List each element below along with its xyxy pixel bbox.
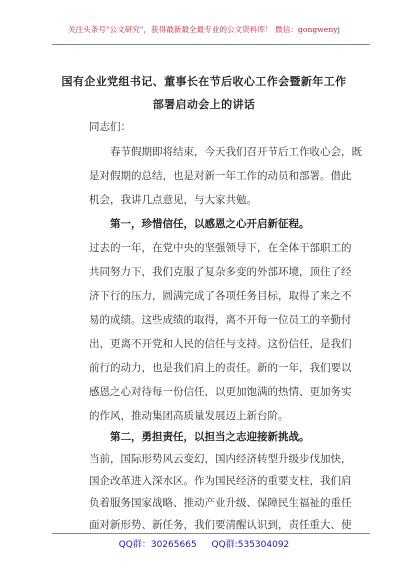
paragraph-line: 春节假期即将结束，今天我们召开节后工作收心会，既 (110, 146, 362, 158)
paragraph-line: 当前，国际形势风云变幻，国内经济转型升级步伐加快， (89, 453, 352, 465)
paragraph-line: 感恩之心对待每一份信任，以更加饱满的热情、更加务实 (89, 386, 352, 398)
bottom-divider (52, 533, 370, 534)
section-heading-2: 第二，勇担责任，以担当之志迎接新挑战。 (110, 431, 310, 443)
document-title-line-1: 国有企业党组书记、董事长在节后收心工作会暨新年工作 (61, 75, 347, 88)
footer-qq-group-1: QQ群：30265665 (118, 540, 197, 550)
paragraph-line: 易的成绩。这些成绩的取得，离不开每一位员工的辛勤付 (89, 314, 352, 326)
paragraph-line: 济下行的压力，圆满完成了各项任务目标，取得了来之不 (89, 290, 352, 302)
top-divider (52, 44, 370, 45)
footer-qq-group-2: QQ群:535304092 (211, 540, 290, 550)
top-banner: 关注头条号"公文研究"，获得最新最全最专业的公文资料库！ 微信：gongwenyj (67, 25, 341, 34)
section-heading-1: 第一，珍惜信任，以感恩之心开启新征程。 (110, 218, 310, 230)
paragraph-line: 前行的动力，也是我们肩上的责任。新的一年，我们要以 (89, 362, 352, 374)
salutation: 同志们： (89, 121, 131, 133)
paragraph-line: 国企改革进入深水区。作为国民经济的重要支柱，我们肩 (89, 475, 352, 487)
paragraph-line: 过去的一年，在党中央的坚强领导下，在全体干部职工的 (89, 242, 352, 254)
paragraph-line: 的作风，推动集团高质量发展迈上新台阶。 (89, 410, 289, 422)
paragraph-line: 负着服务国家战略、推动产业升级、保障民生福祉的重任 (89, 497, 352, 509)
footer-contacts (0, 537, 408, 550)
document-title-line-2: 部署启动会上的讲话 (152, 98, 256, 111)
paragraph-line: 机会，我讲几点意见，与大家共勉。 (89, 194, 257, 206)
paragraph-line: 出，更离不开党和人民的信任与支持。这份信任，是我们 (89, 338, 352, 350)
paragraph-line: 面对新形势、新任务，我们要清醒认识到，责任重大、使 (89, 519, 352, 531)
paragraph-line: 是对假期的总结，也是对新一年工作的动员和部署。借此 (89, 170, 352, 182)
paragraph-line: 共同努力下，我们克服了复杂多变的外部环境，顶住了经 (89, 266, 352, 278)
